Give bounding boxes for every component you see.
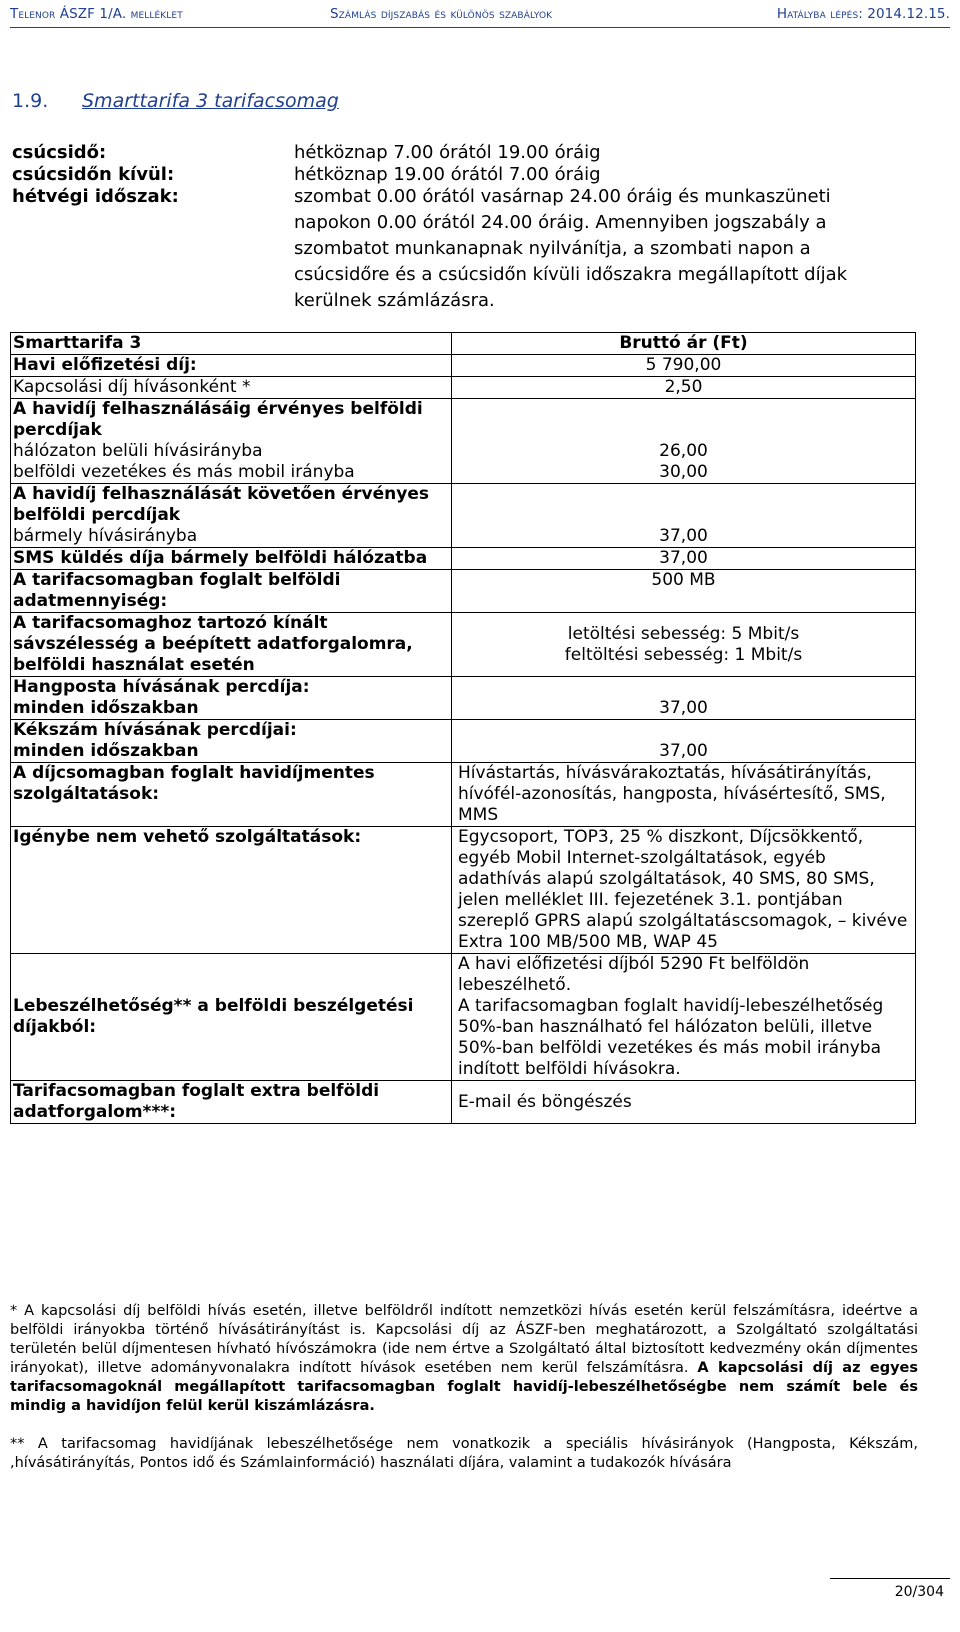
extra-data-value: E-mail és böngészés [452,1081,916,1124]
after-fee-cell [11,484,452,548]
after-any-value: 37,00 [452,484,916,548]
page-number: 20/304 [894,1584,944,1600]
tariff-table [10,332,916,1124]
header-right: Hatályba lépés: 2014.12.15. [776,6,950,22]
connect-fee-label: Kapcsolási díj hívásonként * [11,377,452,399]
table-row [11,677,916,720]
connect-fee-value: 2,50 [452,377,916,399]
table-row [11,763,916,827]
header-left: Telenor ÁSZF 1/A. melléklet [10,6,183,22]
talkable-values [452,954,916,1081]
footnote-1-text: * A kapcsolási díj belföldi hívás esetén, illetve belföldről indított nemzetközi hívás esetén kerül felszámításra, ideértve a belföldi irányokba történő hívásátirányítást is. Kapcsolási díj az ÁSZF-ben meghatározott, a Szolgáltató szolgáltatási területén belül díjmentesen hívható hívószámokra (ide nem értve a Szolgáltató által biztosított kedvezmény okán díjmentes irányokat), illetve adományvonalakra indított hívások esetében nem kerül felszámításra. [10,1303,918,1376]
table-row [11,333,916,355]
speed-values [452,613,916,677]
period-label-weekend: hétvégi időszak: [12,186,179,207]
extra-data-label: Tarifacsomagban foglalt extra belföldi adatforgalom***: [11,1081,452,1124]
bluenum-sub: minden időszakban [13,741,199,761]
table-row [11,613,916,677]
bluenum-cell [11,720,452,763]
table-row [11,720,916,763]
free-services-label: A díjcsomagban foglalt havidíjmentes szolgáltatások: [11,763,452,827]
sms-value: 37,00 [452,548,916,570]
bluenum-value: 37,00 [452,720,916,763]
table-row [11,1081,916,1124]
free-services-value: Hívástartás, hívásvárakoztatás, hívásátirányítás, hívófél-azonosítás, hangposta, hívásértesítő, SMS, MMS [452,763,916,827]
voicemail-label: Hangposta hívásának percdíja: [13,677,310,697]
header-rule [10,27,950,28]
header-center: Számlás díjszabás és különös szabályok [330,6,553,22]
section-title [12,90,339,112]
period-value-weekend-5: kerülnek számlázásra. [294,290,495,311]
after-any-label: bármely hívásirányba [13,526,198,546]
data-value: 500 MB [452,570,916,613]
table-head-right: Bruttó ár (Ft) [452,333,916,355]
period-value-peak: hétköznap 7.00 órától 19.00 óráig [294,142,601,163]
period-value-weekend-2: napokon 0.00 órától 24.00 óráig. Amennyiben jogszabály a [294,212,827,233]
within-other-value: 30,00 [659,462,708,482]
running-header [0,0,960,34]
unavailable-label: Igénybe nem vehető szolgáltatások: [11,827,452,954]
within-fee-heading: A havidíj felhasználásáig érvényes belföldi percdíjak [13,399,423,440]
speed-up: feltöltési sebesség: 1 Mbit/s [564,644,803,665]
within-fee-values [452,399,916,484]
talkable-value-1: A havi előfizetési díjból 5290 Ft belföldön lebeszélhető. [458,954,810,995]
footer-rule [830,1578,950,1579]
monthly-fee-label: Havi előfizetési díj: [11,355,452,377]
footnote-1 [10,1302,918,1416]
period-label-peak: csúcsidő: [12,142,107,163]
sms-label: SMS küldés díja bármely belföldi hálózatba [11,548,452,570]
table-row [11,377,916,399]
table-row [11,548,916,570]
table-row [11,827,916,954]
voicemail-cell [11,677,452,720]
speed-label: A tarifacsomaghoz tartozó kínált sávszélesség a beépített adatforgalomra, belföldi használat esetén [11,613,452,677]
period-value-weekend-4: csúcsidőre és a csúcsidőn kívüli időszakra megállapított díjak [294,264,848,285]
footnote-2: ** A tarifacsomag havidíjának lebeszélhetősége nem vonatkozik a speciális hívásirányok (Hangposta, Kékszám, ,hívásátirányítás, Pontos idő és Számlainformáció) használati díjára, valamint a tudakozók hívására [10,1436,918,1471]
within-net-value: 26,00 [659,441,708,461]
talkable-label: Lebeszélhetőség** a belföldi beszélgetési díjakból: [11,954,452,1081]
talkable-value-2: A tarifacsomagban foglalt havidíj-lebeszélhetőség 50%-ban használható fel hálózaton belüli, illetve 50%-ban belföldi vezetékes és más mobil irányba indított belföldi hívásokra. [458,996,884,1079]
table-row [11,399,916,484]
period-value-offpeak: hétköznap 19.00 órától 7.00 óráig [294,164,601,185]
within-net-label: hálózaton belüli hívásirányba [13,441,263,461]
footnote-1-bold: A kapcsolási díj az egyes tarifacsomagoknál megállapított tarifacsomagban foglalt havidíj-lebeszélhetőségbe nem számít bele és mindig a havidíjon felül kerül kiszámlázásra. [10,1360,918,1414]
section-title-text: Smarttarifa 3 tarifacsomag [82,90,339,112]
voicemail-value: 37,00 [452,677,916,720]
period-value-weekend-1: szombat 0.00 órától vasárnap 24.00 óráig és munkaszüneti [294,186,831,207]
within-fee-cell [11,399,452,484]
footnotes [10,1302,918,1492]
table-row [11,570,916,613]
voicemail-sub: minden időszakban [13,698,199,718]
within-other-label: belföldi vezetékes és más mobil irányba [13,462,355,482]
speed-down: letöltési sebesség: 5 Mbit/s [567,623,800,644]
period-label-offpeak: csúcsidőn kívül: [12,164,175,185]
bluenum-label: Kékszám hívásának percdíjai: [13,720,297,740]
table-row [11,355,916,377]
table-head-left: Smarttarifa 3 [11,333,452,355]
unavailable-value: Egycsoport, TOP3, 25 % diszkont, Díjcsökkentő, egyéb Mobil Internet-szolgáltatások, egyéb adathívás alapú szolgáltatások, 40 SMS, 80 SMS, jelen melléklet III. fejezetének 3.1. pontjában szereplő GPRS alapú szolgáltatáscsomagok, – kivéve Extra 100 MB/500 MB, WAP 45 [452,827,916,954]
after-fee-heading: A havidíj felhasználását követően érvényes belföldi percdíjak [13,484,430,525]
table-row [11,954,916,1081]
table-row [11,484,916,548]
monthly-fee-value: 5 790,00 [452,355,916,377]
data-label: A tarifacsomagban foglalt belföldi adatmennyiség: [11,570,452,613]
section-number: 1.9. [12,90,49,112]
period-value-weekend-3: szombatot munkanapnak nyilvánítja, a szombati napon a [294,238,811,259]
